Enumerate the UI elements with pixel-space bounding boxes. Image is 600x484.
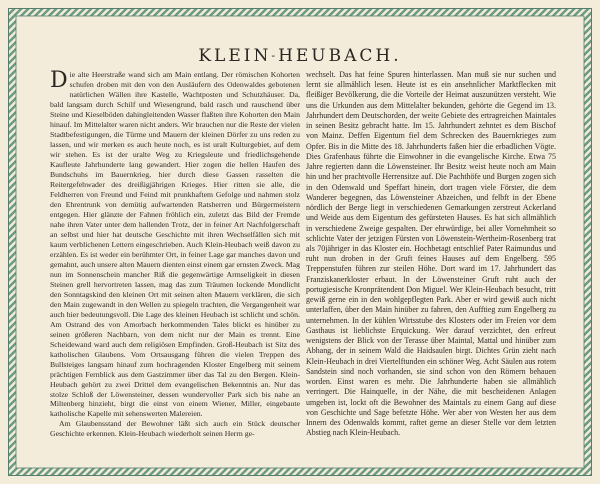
page-title — [0, 46, 600, 66]
paragraph — [50, 419, 300, 439]
title-end: HEUBACH. — [278, 46, 402, 66]
text-column-left — [50, 70, 300, 439]
paragraph — [306, 70, 556, 438]
title-main: KLEIN — [198, 46, 272, 66]
text-column-right — [306, 70, 556, 438]
title-separator: - — [271, 49, 279, 62]
paragraph — [50, 70, 300, 419]
paragraph-text: wechselt. Das hat feine Spuren hinterlassen. Man muß sie nur suchen und lernt sie allmählich lesen. Heute ist es ein ansehnlicher Marktflecken mit fleißiger Bevölkerung, die die Vorteile der Heimat auszunützen versteht. Wie uns die Urkunden aus dem Mittelalter bekunden, gehörte die Gegend im 13. Jahrhundert dem Deutschorden, der weite Gebiete des ertragreichen Maintales in seinen Besitz gebracht hatte. Im 15. Jahrhundert zehntet es dem Bischof von Mainz. Deffen Eigentum fiel dem Schrecken des Bauernkrieges zum Opfer. Bis in die Mitte des 18. Jahrhunderts faßen hier die erbadlichen Vögte. Dies Grafenhaus führte die Einwohner in die evangelische Kirche. Etwa 75 Jahre regierten dann die Löwensteiner. Ihr Besitz weist heute noch am Main hin und her prachtvolle Herrensitze auf. Die Pachthöfe und Burgen zogen sich in den Odenwald und Speffart hinein, dort tragen viele Förster, die dem Wanderer begegnen, das Löwensteiner Abzeichen, und felbft in der Ebene nördlich der Berge liegt in verschiedenen Gemarkungen zerstreut Ackerland und Weide aus dem Eigentum des gefürsteten Hauses. Es hat sich allmählich in verschiedene Zweige gespalten. Der ehrwürdige, bei aller Vornehmheit so schlichte Vater der jetzigen Fürsten von Löwenstein-Wertheim-Rosenberg trat als 70jähriger in das Kloster ein. Hochbetagt entschlief Pater Raimundus und ruht nun droben in der Gruft feines Hauses auf dem Engelberg. 595 Treppenstufen führen zur steilen Höhe. Dort ward im 17. Jahrhundert das Franziskanerkloster erbaut. In der Löwensteiner Gruft ruht auch der portugiesische Kronprätendent Don Miguel. Wer Klein-Heubach besucht, tritt gewiß gerne ein in den wohlgepflegten Park. Aber er wird gewiß auch nicht unterlaffen, über den Main hinüber zu fahren, den Aufftieg zum Engelberg zu unternehmen. In der kühlen Wirtsstube des Klosters oder im Freien vor dem Gasthaus ist lieblichste Erquickung. Wer darauf verzichtet, den erfreut wenigstens der Blick von der Terasse über Maintal, Mattal und hinüber zum Abhang, der in seinem Wald die Haidsaulen birgt. Dichtes Grün zieht nach Klein-Heubach in drei Viertelftunden ein schöner Weg. Acht Säulen aus rotem Sandstein sind noch vorhanden, sie sind schon von den Römern behauen worden. Einst waren es mehr. Die Jahrhunderte haben sie allmählich verringert. Die Hainquelle, in der Nähe, die mit bescheidenen Anlagen umgeben ist, lockt oft die Bewohner des Maintals zu einem Gang auf diese von Geschichte und Sage befetzte Höhe. Wer aber von Westen her aus dem Innern des Odenwalds kommt, raftet gerne an dieser Stelle vor dem letzten Abstieg nach Klein-Heubach. — [306, 70, 556, 438]
paragraph-text: ie alte Heerstraße wand sich am Main entlang. Der römischen Kohorten schufen droben mit den von den Ausläufern des Odenwaldes gebotenen natürlichen Wällen ihre Kastelle, Wachtposten und Schutzhäuser. Da, bald langsam durch Schilf und Wiesengrund, bald rasch und rauschend über Steine und Kieselböden dahingleitenden Wasser flaßten ihre Kohorten den Main hinauf. Im Mittelalter waren nicht anders. Wir brauchen nur die Reste der vielen Stadtbefestigungen, die Türme und Mauern der kleinen Dörfer zu uns reden zu lassen, und wir merken es auch heute noch, es ist uralt Kulturgebiet, auf dem wir stehen. Es ist der uralte Weg zu Kriegsleute und friedlichsgehende Kaufleute Jahrhunderte lang gewandert. Hier zogen die hellen Haufen des Bundschuhs im Bauernkrieg, hier durch diese Gassen rasselten die Reitergefehwader des dreißigjährigen Krieges. Hier ritten sie alle, die Feldherren von Freund und Feind mit prunkhaftem Gefolge und nahmen stolz den Ehrentrunk von demütig aufwartenden Ratsherren und Bürgermeistern entgegen. Hier glänzte der Fahnen fröhlich ein, zuletzt das Bild der Fremde nahe ihren Vater unter dem hallenden Trotz, der in feiner Art Nachfolgerschaft an selbst und hier hat deutsche Geschichte mit ihren Wechselfällen sich mit kaum verblichenen Lettern eingeschrieben. Auch Klein-Heubach weiß davon zu erzählen. Es ist weder ein berühmter Ort, in feiner Lage gar manches davon und gemahnt, auch unsere alten Mauern dienten einst einem gar ernsten Zweck. Mag nun im Sonnenschein mancher Riß die gegenwärtige Armseligkeit in diesen Steinen grell hervortreten lassen, mag das zum Träumen lockende Mondlicht den Sonntagskind den kleinen Ort mit seinen alten Mauern verklären, die sich den Main zugewandt in den Wellen zu spiegeln trachten, die Vergangenheit war auch hier bedeutungsvoll. Die Lage des kleinen Heubach ist schlicht und schön. Am Ostrand des von Amorbach herkommenden Tales blickt es hinüber zu seinen größeren Nachbarn, von dem nicht nur der Main es trennt. Eine Scheidewand ward auch dem religiösen Empfinden. Groß-Heubach ist Sitz des katholischen Glaubens. Vom Ortsausgang führen die vielen Treppen des Bullsteiges langsam hinauf zum hochragenden Kloster Engelberg mit seinem prächtigen Fernblick aus dem Gastzimmer über das Tal zu den Bergen. Klein-Heubach gehört zu zwei Drittel dem evangelischen Bekenntnis an. Nur das stolze Schloß der Löwensteiner, dessen wundervoller Park sich bis nahe an Miltenberg hinzieht, birgt die einst von einem Wiener, Miller, eingebaute katholische Kapelle mit sehenswerten Malereien. — [50, 70, 300, 419]
paragraph-text: Am Glaubensstand der Bewohner läßt sich auch ein Stück deutscher Geschichte erkennen. Klein-Heubach wiederholt seinen Herrn ge- — [50, 419, 300, 439]
drop-cap: D — [50, 68, 68, 93]
